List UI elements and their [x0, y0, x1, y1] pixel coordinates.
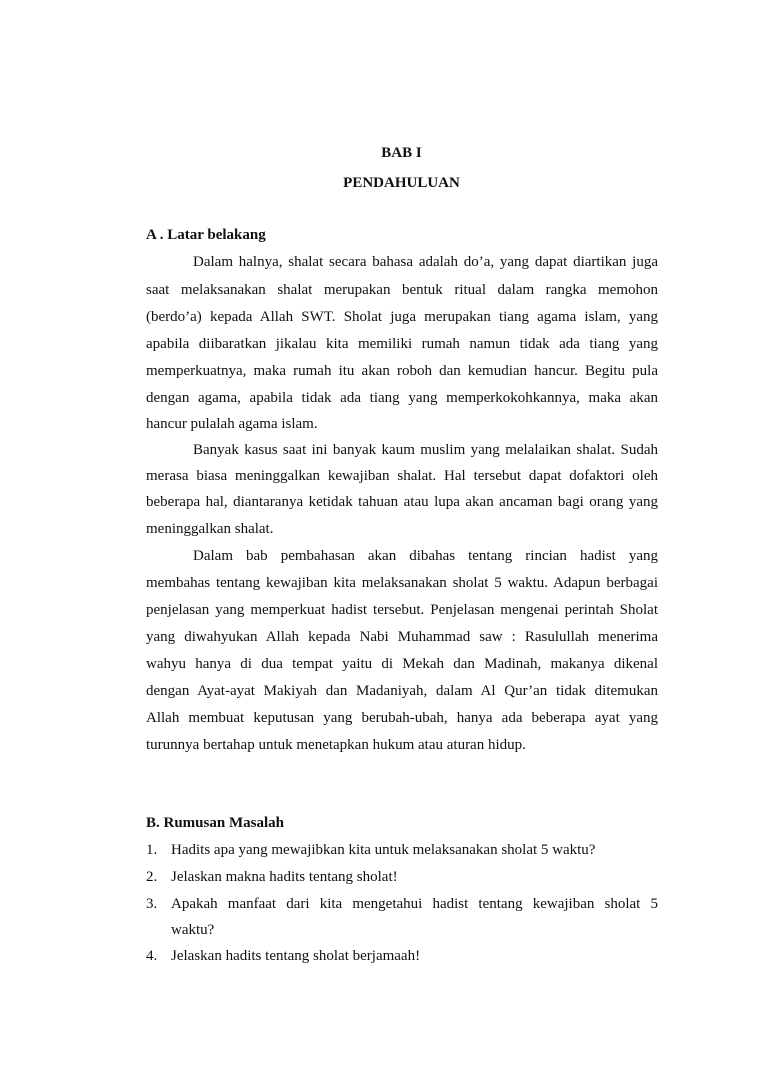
paragraph-line: membahas tentang kewajiban kita melaksanakan sholat 5 waktu. Adapun berbagai — [146, 575, 658, 591]
paragraph-line: yang diwahyukan Allah kepada Nabi Muhammad saw : Rasulullah menerima — [146, 629, 658, 645]
list-item: Apakah manfaat dari kita mengetahui hadist tentang kewajiban sholat 5 — [171, 896, 658, 912]
chapter-number: BAB I — [381, 145, 422, 161]
list-item: Jelaskan hadits tentang sholat berjamaah! — [171, 948, 421, 964]
paragraph-line: dengan agama, apabila tidak ada tiang yang memperkokohkannya, maka akan — [146, 390, 658, 406]
paragraph-line: Banyak kasus saat ini banyak kaum muslim yang melalaikan shalat. Sudah — [193, 442, 658, 458]
list-item-number: 2. — [146, 869, 158, 885]
list-item-continuation: waktu? — [171, 922, 215, 938]
paragraph-line: Dalam bab pembahasan akan dibahas tentang rincian hadist yang — [193, 548, 658, 564]
paragraph-line: merasa biasa meninggalkan kewajiban shalat. Hal tersebut dapat dofaktori oleh — [146, 468, 658, 484]
paragraph-line: wahyu hanya di dua tempat yaitu di Mekah dan Madinah, makanya dikenal — [146, 656, 658, 672]
paragraph-line: memperkuatnya, maka rumah itu akan roboh dan kemudian hancur. Begitu pula — [146, 363, 658, 379]
paragraph-line: Allah membuat keputusan yang berubah-ubah, hanya ada beberapa ayat yang — [146, 710, 658, 726]
paragraph-line: penjelasan yang memperkuat hadist tersebut. Penjelasan mengenai perintah Sholat — [146, 602, 658, 618]
paragraph-line: apabila diibaratkan jikalau kita memiliki rumah namun tidak ada tiang yang — [146, 336, 658, 352]
paragraph-line: (berdo’a) kepada Allah SWT. Sholat juga merupakan tiang agama islam, yang — [146, 309, 658, 325]
section-a-heading: A . Latar belakang — [146, 227, 266, 243]
list-item-number: 3. — [146, 896, 158, 912]
paragraph-line: turunnya bertahap untuk menetapkan hukum atau aturan hidup. — [146, 737, 526, 753]
list-item: Hadits apa yang mewajibkan kita untuk melaksanakan sholat 5 waktu? — [171, 842, 596, 858]
paragraph-line: hancur pulalah agama islam. — [146, 416, 318, 432]
list-item-number: 4. — [146, 948, 158, 964]
chapter-title: PENDAHULUAN — [343, 175, 460, 191]
paragraph-line: Dalam halnya, shalat secara bahasa adalah do’a, yang dapat diartikan juga — [193, 254, 658, 270]
section-b-heading: B. Rumusan Masalah — [146, 815, 284, 831]
paragraph-line: meninggalkan shalat. — [146, 521, 274, 537]
paragraph-line: saat melaksanakan shalat merupakan bentuk ritual dalam rangka memohon — [146, 282, 658, 298]
list-item-number: 1. — [146, 842, 158, 858]
list-item: Jelaskan makna hadits tentang sholat! — [171, 869, 398, 885]
paragraph-line: dengan Ayat-ayat Makiyah dan Madaniyah, dalam Al Qur’an tidak ditemukan — [146, 683, 658, 699]
paragraph-line: beberapa hal, diantaranya ketidak tahuan atau lupa akan ancaman bagi orang yang — [146, 494, 658, 510]
